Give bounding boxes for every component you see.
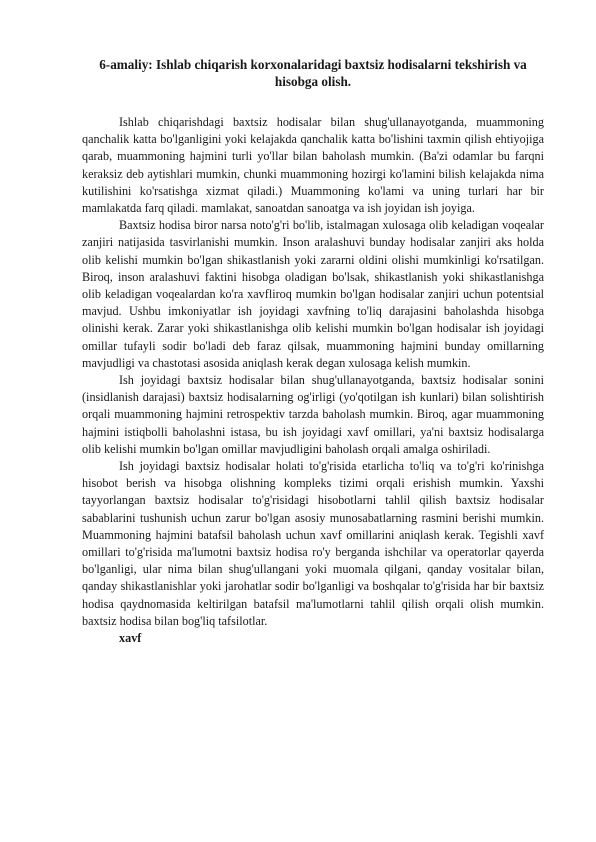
paragraph-4: Ish joyidagi baxtsiz hodisalar holati to'g'risida etarlicha to'liq va to'g'ri ko'rinishga hisobot berish va hisobga olishning kompleks tizimi orqali erishish mumkin. Yaxshi tayyorlangan baxtsiz hodisalar to'g'risidagi hisobotlarni tahlil qilish baxtsiz hodisalar sabablarini tushunish uchun zarur bo'lgan asosiy munosabatlarning rasmini berishi mumkin. Muammoning hajmini batafsil baholash uchun xavf omillarini aniqlash kerak. Tegishli xavf omillari to'g'risida ma'lumotni baxtsiz hodisa ro'y berganda ishchilar va operatorlar qayerda bo'lganligi, ular nima bilan shug'ullangani yoki muomala qilgani, qanday vositalar bilan, qanday shikastlanishlar yoki jarohatlar sodir bo'lganligi va boshqalar to'g'risida har bir baxtsiz hodisa qaydnomasida keltirilgan batafsil ma'lumotlarni tahlil qilish orqali olish mumkin. baxtsiz hodisa bilan bog'liq tafsilotlar. — [82, 459, 544, 628]
paragraph-1: Ishlab chiqarishdagi baxtsiz hodisalar bilan shug'ullanayotganda, muammoning qanchalik katta bo'lganligini yoki kelajakda qanchalik katta bo'lishini taxmin qilish ehtiyojiga qarab, muammoning hajmini turli yo'llar bilan baholash mumkin. (Ba'zi odamlar bu farqni keraksiz deb aytishlari mumkin, chunki muammoning hozirgi ko'lamini bilish kelajakda nima kutilishini ko'rsatishga xizmat qiladi.) Muammoning ko'lami va uning turlari har bir mamlakatda farq qiladi. mamlakat, sanoatdan sanoatga va ish joyidan ish joyiga. — [82, 115, 544, 216]
document-page — [82, 56, 544, 647]
document-title: 6-amaliy: Ishlab chiqarish korxonalaridagi baxtsiz hodisalarni tekshirish va hisobga olish. — [99, 57, 527, 89]
trailing-word: xavf — [119, 631, 142, 646]
paragraph-2: Baxtsiz hodisa biror narsa noto'g'ri bo'lib, istalmagan xulosaga olib keladigan voqealar zanjiri natijasida tasvirlanishi mumkin. Inson aralashuvi bunday hodisalar zanjiri aks holda olib kelishi mumkin bo'lgan shikastlanish yoki zararni oldini olishi mumkinligi ko'rsatilgan. Biroq, inson aralashuvi faktini hisobga oladigan bo'lsak, shikastlanish yoki shikastlanishga olib keladigan voqealardan ko'ra xavfliroq mumkin bo'lgan hodisalar zanjiri uchun potentsial mavjud. Ushbu imkoniyatlar ish joyidagi xavfning to'liq darajasini baholashda hisobga olinishi kerak. Zarar yoki shikastlanishga olib kelishi mumkin bo'lgan hodisalar ish joyidagi omillar tufayli sodir bo'ladi deb faraz qilsak, muammoning hajmini bunday omillarning mavjudligi va chastotasi asosida aniqlash kerak degan xulosaga kelish mumkin. — [82, 218, 544, 370]
paragraph-3: Ish joyidagi baxtsiz hodisalar bilan shug'ullanayotganda, baxtsiz hodisalar sonini (insidlanish darajasi) baxtsiz hodisalarning og'irligi (yo'qotilgan ish kunlari) bilan solishtirish orqali muammoning hajmini retrospektiv tarzda baholash mumkin. Biroq, agar muammoning hajmini istiqbolli baholashni istasa, bu ish joyidagi xavf omillari, ya'ni baxtsiz hodisalarga olib kelishi mumkin bo'lgan omillar mavjudligini baholash orqali amalga oshiriladi. — [82, 373, 544, 456]
